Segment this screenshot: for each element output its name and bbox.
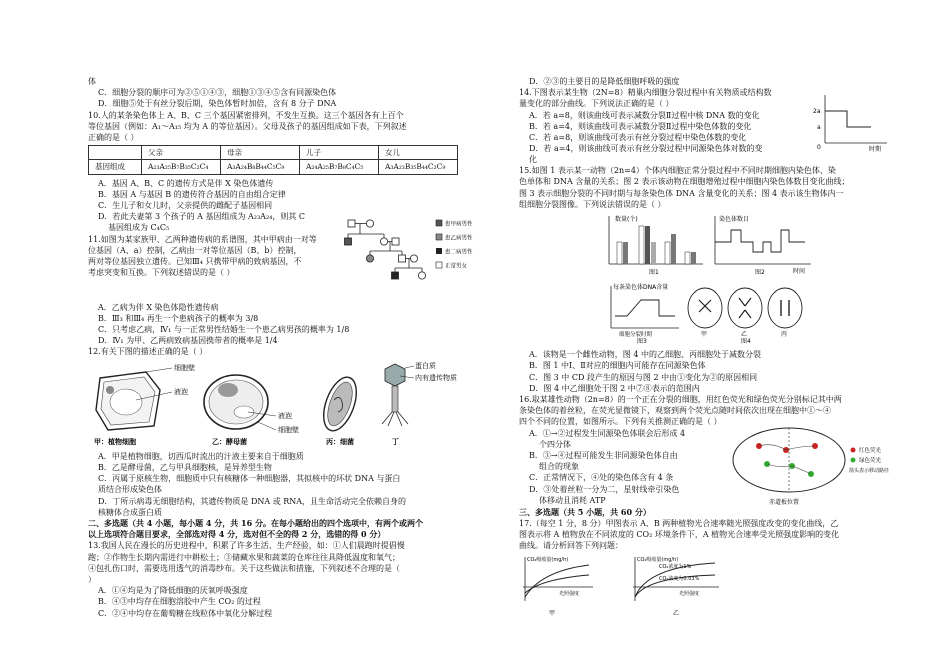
figure-2-line — [715, 215, 811, 276]
option-b: B．③→④过程可能发生非同源染色体自由 — [529, 451, 678, 461]
question-11-cont: 考虑突变和互换。下列叙述错误的是（ ） — [88, 268, 235, 278]
table-header: 儿子 — [300, 146, 379, 160]
figure-caption: 丙：细菌 — [326, 437, 354, 446]
option-c: C．若 a=8，则该曲线可表示有丝分裂过程中染色体数的变化 — [529, 133, 747, 143]
yeast-cell-image — [204, 375, 299, 446]
series-label: CO₂浓度为1% — [659, 564, 692, 571]
option-a: A．基因 A、B、C 的遗传方式是伴 X 染色体遗传 — [98, 178, 274, 188]
legend-label: 患乙病男性 — [445, 235, 473, 242]
question-15-cont: 组细胞分裂图像。下列说法错误的是（ ） — [519, 199, 666, 209]
figure-3-line — [611, 283, 679, 345]
plant-cell-image — [94, 363, 195, 446]
option-c: C．细胞分裂的顺序可为②⑤①④③，细胞①③④⑤含有同源染色体 — [98, 88, 337, 98]
axis-label: 0 — [817, 144, 821, 152]
option-c: C．生儿子和女儿时，父亲提供的雌配子基因相同 — [98, 201, 273, 211]
graph-yi — [633, 556, 719, 617]
question-12: 12.有关下图的描述正确的是（ ） — [88, 347, 208, 357]
option-c: C．图 3 中 CD 段产生的原因与图 2 中由①变化为②的原因相同 — [529, 372, 758, 382]
option-d: D．Ⅳ₁ 为甲、乙两病致病基因携带者的概率是 1/4 — [98, 336, 278, 346]
figure-1-bars — [609, 215, 703, 276]
question-17: 17.（每空 1 分，8 分）甲图表示 A、B 两种植物光合速率随光照强度改变的变化曲线，乙 — [519, 518, 839, 528]
q17-figures — [519, 553, 759, 617]
left-column — [88, 76, 473, 619]
figure-caption: 乙 — [673, 610, 680, 618]
genotype-table — [88, 145, 458, 174]
question-15-cont: 色单体和 DNA 含量的关系；图 2 表示该动物在细胞增殖过程中细胞内染色体数目变化曲线； — [519, 177, 850, 187]
option-d: D．细胞⑤处于有丝分裂后期，染色体暂时加倍，含有 8 分子 DNA — [98, 99, 337, 109]
figure-caption: 图1 — [649, 269, 659, 277]
question-16-cont: 条染色体的着丝粒，在荧光显微镜下，观察到两个荧光点随时间依次出现在细胞中①～④ — [519, 406, 831, 416]
question-16: 16.取某雄性动物（2n=8）的一个正在分裂的细胞，用红色荧光和绿色荧光分别标记其中两 — [519, 395, 842, 405]
label: 细胞壁 — [278, 425, 299, 434]
phage-image — [382, 361, 457, 446]
option-b: B．乙是酵母菌，乙与甲具细胞核，是异养型生物 — [98, 463, 272, 473]
option-b-cont: 组合的现象 — [539, 462, 579, 472]
option-d-cont: 体移动且消耗 ATP — [539, 495, 606, 505]
legend-label: 红色荧光 — [859, 447, 882, 454]
option-a: A．乙病为伴 X 染色体隐性遗传病 — [98, 302, 219, 312]
axis-label: 光照强度 — [679, 591, 700, 598]
line: 体 — [88, 77, 96, 86]
axis-label: 每条染色体DNA含量 — [613, 284, 669, 292]
axis-label: 2a — [813, 108, 821, 116]
option-b: B．④③中均存在细胞溶胶中产生 CO₂ 的过程 — [98, 597, 261, 607]
legend-label: 患甲病男性 — [445, 221, 473, 228]
label: 液泡 — [174, 387, 188, 396]
axis-label: a — [817, 124, 821, 132]
section-heading-cont: 以上选项符合题目要求，全部选对得 4 分，选对但不全的得 2 分，选错的得 0 分） — [88, 529, 386, 540]
label: 液泡 — [278, 411, 292, 420]
question-17-cont: 曲线。请分析回答下列问题： — [519, 541, 623, 551]
figure-4-cells — [688, 288, 802, 345]
table-cell — [89, 146, 142, 160]
option-d: D．若 a=4，则该曲线可表示有丝分裂过程中同源染色体对数的变 — [529, 144, 763, 154]
table-row — [89, 146, 458, 160]
legend-label: 绿色荧光 — [859, 457, 882, 464]
label: 细胞壁 — [174, 363, 195, 372]
axis-label: 时期 — [869, 146, 882, 154]
table-cell: A₃A₂₄B₈B₄₄C₅C₉ — [221, 160, 300, 174]
question-13-cont: ） — [88, 575, 96, 585]
option-d: D．②③的主要目的是降低细胞呼吸的强度 — [529, 77, 680, 86]
axis-label: 染色体数目 — [719, 216, 750, 224]
question-10: 10.人的某条染色体上 A、B、C 三个基因紧密排列，不发生互换。这三个基因各有上百个 — [88, 110, 404, 120]
section-heading: 二、多选题（共 4 小题，每小题 4 分，共 16 分。在每小题给出的四个选项中，有两个或两个 — [88, 518, 423, 529]
option-d-cont: 基因组成为 C₄C₅ — [108, 223, 170, 233]
table-header: 母亲 — [221, 146, 300, 160]
table-cell: A₂₃A₂₅B₇B₃₅C₂C₄ — [142, 160, 221, 174]
option-d: D．③处着丝粒一分为二，星射线牵引染色 — [529, 484, 680, 494]
right-column — [519, 76, 901, 623]
option-b: B．图 1 中Ⅰ、Ⅱ对应的细胞内可能存在同源染色体 — [529, 361, 706, 371]
axis-label: 赤道板位置 — [769, 498, 800, 506]
question-11-cont: 位基因（A、a）控制，乙病由一对等位基因（B、b）控制， — [88, 245, 302, 255]
figure-caption: 丁 — [392, 437, 399, 446]
pedigree-diagram — [340, 218, 475, 298]
pedigree-legend — [436, 219, 473, 269]
q14-graph — [811, 91, 895, 153]
axis-label: CO₂吸收量(mg/h) — [527, 557, 569, 564]
option-a: A．若 a=8，则该曲线可表示减数分裂Ⅱ过程中核 DNA 数的变化 — [529, 110, 760, 120]
question-10-cont: 正确的是（ ） — [88, 133, 139, 143]
cell-label: 丙 — [781, 331, 788, 339]
q16-block — [519, 428, 901, 507]
q15-figures — [519, 212, 819, 344]
question-10-cont: 等位基因（例如：A₁～A₁₅ 均为 A 的等位基因）。父母及孩子的基因组成如下表，下列叙述 — [88, 121, 407, 131]
table-header: 父亲 — [142, 146, 221, 160]
question-13-cont: ④包扎伤口时，需要选用透气的消毒纱布。关于这些做法和措施，下列叙述不合理的是（ — [88, 563, 400, 573]
q14-block — [519, 87, 901, 165]
option-c-cont: 质结合形成染色体 — [98, 485, 162, 495]
cell-label: 甲 — [701, 331, 708, 339]
option-d-cont: 化 — [529, 155, 537, 165]
option-a: A．①→②过程发生同源染色体联会后形成 4 — [529, 428, 686, 438]
legend-label: 正常男女 — [445, 263, 468, 270]
question-13: 13.我国人民在漫长的历史进程中，积累了许多生活、生产经验，如：①人们晨跑时提倡慢 — [88, 541, 405, 551]
figure-caption: 图2 — [755, 269, 765, 277]
option-a-cont: 个四分体 — [539, 439, 571, 449]
option-b: B．Ⅲ₃ 和Ⅲ₄ 再生一个患病孩子的概率为 3/8 — [98, 313, 259, 323]
option-d: D．图 4 中乙细胞处于图 2 中⑦⑧表示的范围内 — [529, 383, 700, 393]
option-d-cont: 核糖体合成蛋白质 — [98, 507, 162, 517]
label: 蛋白质 — [415, 361, 436, 370]
graph-jia — [523, 556, 593, 617]
option-b: B．若 a=4，则该曲线可表示减数分裂Ⅱ过程中染色体数的变化 — [529, 121, 752, 131]
question-16-cont: 四个不同的位置，如图所示。下列有关推测正确的是（ ） — [519, 417, 722, 427]
q10-q11-block — [88, 178, 473, 302]
table-cell: 基因组成 — [89, 160, 142, 174]
question-11-cont: 两对等位基因独立遗传。已知Ⅲ₄ 只携带甲病的致病基因，不 — [88, 257, 302, 267]
axis-label: 细胞分裂时期 — [619, 332, 653, 339]
axis-label: 数量(个) — [615, 216, 638, 224]
option-c: C．正常情况下，④处的染色体含有 4 条 — [529, 473, 674, 483]
question-14-cont: 量变化的部分曲线。下列说法正确的是（ ） — [519, 99, 674, 109]
option-a: A．①④均是为了降低细胞的厌氧呼吸强度 — [98, 586, 248, 596]
option-b: B．基因 A 与基因 B 的遗传符合基因的自由组合定律 — [98, 189, 286, 199]
option-d: D．若此夫妻第 3 个孩子的 A 基因组成为 A₂₃A₂₄，则其 C — [98, 212, 306, 222]
label: 内有遗传物质 — [415, 373, 457, 382]
table-row — [89, 160, 458, 174]
option-a: A．该物是一个雌性动物，图 4 中的乙细胞、丙细胞处于减数分裂 — [529, 350, 761, 360]
cells-figure — [88, 360, 457, 446]
question-17-cont: 图表示将 A 植物放在不同浓度的 CO₂ 环境条件下，A 植物光合速率受光照强度影响的变化 — [519, 530, 840, 540]
option-a: A．甲是植物细胞，切西瓜时流出的汁液主要来自于细胞质 — [98, 451, 304, 461]
question-15: 15.如图 1 表示某一动物（2n=4）个体内细胞正常分裂过程中不同时期细胞内染色体、染 — [519, 166, 836, 176]
option-d: D．丁所示病毒无细胞结构，其遗传物质是 DNA 或 RNA，且生命活动完全依赖自身的 — [98, 496, 407, 506]
legend-label: 患二病男性 — [445, 249, 473, 256]
question-15-cont: 图 3 表示细胞分裂的不同时期与每条染色体 DNA 含量变化的关系；图 4 表示该生物体内一 — [519, 188, 844, 198]
bacterium-image — [317, 373, 362, 446]
legend-label: 箭头表示移动路径 — [849, 467, 890, 474]
question-11: 11.如图为某家族甲、乙两种遗传病的系谱图，其中甲病由一对等 — [88, 234, 317, 244]
option-c: C．只考虑乙病，Ⅳ₁ 与一正常男性结婚生一个患乙病男孩的概率为 1/8 — [98, 325, 350, 335]
axis-label: 光照强度 — [559, 591, 580, 598]
table-header: 女儿 — [379, 146, 458, 160]
figure-caption: 图3 — [637, 338, 647, 346]
series-label: CO₂浓度为0.03% — [659, 576, 700, 583]
figure-caption: 乙：酵母菌 — [212, 437, 247, 446]
section-heading: 三、多选题（共 5 小题，共 60 分） — [519, 506, 651, 517]
table-cell: A₃A₂₃B₃₅B₄₄C₂C₉ — [379, 160, 458, 174]
fluorescence-diagram — [729, 420, 901, 506]
question-13-cont: 跑；②作物生长期内需进行中耕松土；③储藏水果和蔬菜的仓库往往具降低温度和氧气； — [88, 552, 400, 562]
option-c: C．丙属于原核生物，细胞质中只有核糖体一种细胞器，其拟核中的环状 DNA 与蛋白 — [98, 474, 401, 484]
option-c: C．②④中均存在葡萄糖在线粒体中氧化分解过程 — [98, 608, 273, 618]
cell-label: 乙 — [741, 331, 748, 339]
figure-caption: 甲 — [549, 610, 556, 618]
figure-caption: 甲：植物细胞 — [94, 437, 136, 446]
table-cell: A₂₄A₂₅B₇B₈C₄C₅ — [300, 160, 379, 174]
figure-caption: 图4 — [741, 338, 751, 346]
axis-label: CO₂吸收量(mg/h) — [637, 557, 679, 564]
axis-label: 时间 — [793, 268, 806, 276]
question-14: 14.下图表示某生物（2N=8）精巢内细胞分裂过程中有关物质或结构数 — [519, 88, 772, 98]
